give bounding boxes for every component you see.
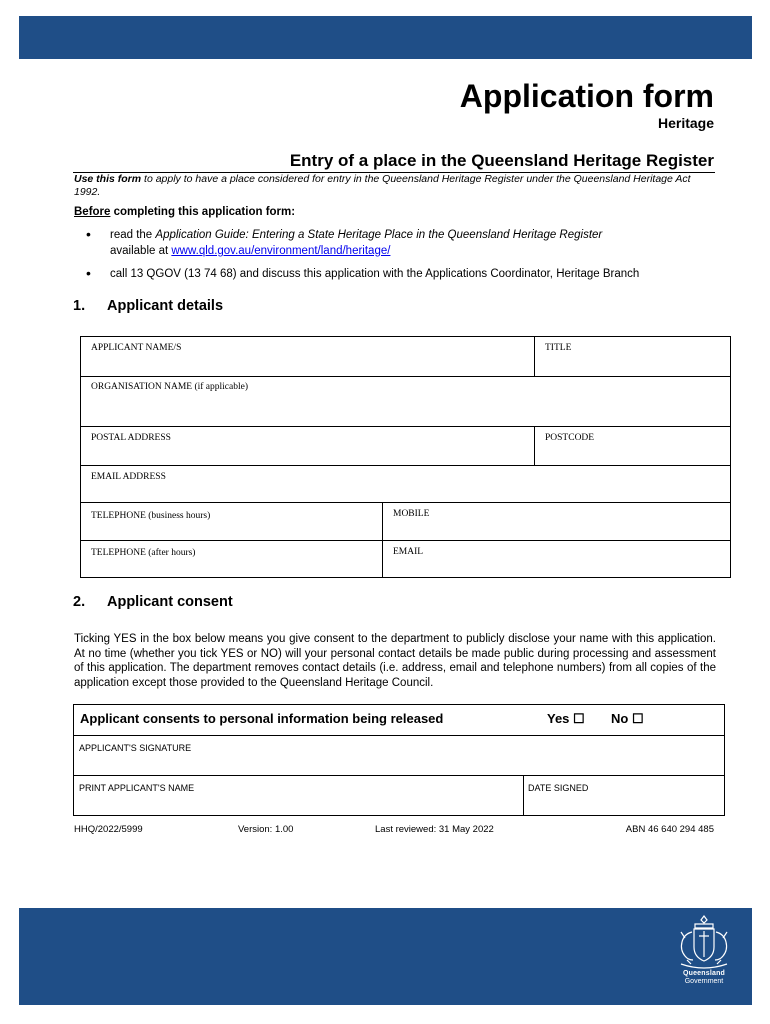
email-address-field[interactable] bbox=[81, 466, 730, 502]
row-divider bbox=[74, 775, 724, 776]
consent-paragraph: Ticking YES in the box below means you give consent to the department to publicly disclose your name with this application. At no time (whether you tick YES or NO) will your personal contact details be made public during processing and assessment of this application. The department removes contact details (i.e. address, email and telephone numbers) from all copies of the application except those provided to the Queensland Heritage Council. bbox=[74, 633, 716, 689]
field-label: EMAIL ADDRESS bbox=[91, 472, 166, 482]
applicant-details-table bbox=[80, 336, 731, 578]
field-label: MOBILE bbox=[393, 509, 430, 519]
bullet-icon: • bbox=[86, 226, 91, 242]
applicant-names-field[interactable] bbox=[81, 337, 534, 376]
field-label: APPLICANT NAME/S bbox=[91, 343, 182, 353]
heritage-link[interactable]: www.qld.gov.au/environment/land/heritage/ bbox=[171, 245, 391, 257]
postal-address-field[interactable] bbox=[81, 427, 534, 465]
email-field[interactable] bbox=[383, 541, 730, 577]
bullet-available: available at bbox=[110, 245, 172, 257]
organisation-field[interactable] bbox=[81, 377, 730, 426]
queensland-coat-of-arms-icon bbox=[673, 914, 735, 970]
row-divider bbox=[74, 735, 724, 736]
document-code: HHQ/2022/5999 bbox=[74, 824, 143, 835]
footer-band bbox=[19, 908, 752, 1005]
no-checkbox[interactable]: No ☐ bbox=[611, 711, 644, 726]
bullet-icon: • bbox=[86, 265, 91, 281]
field-label: EMAIL bbox=[393, 547, 424, 557]
field-label: TELEPHONE (after hours) bbox=[91, 548, 196, 558]
consent-header: Applicant consents to personal information being released bbox=[80, 711, 444, 726]
telephone-after-hours-field[interactable] bbox=[81, 541, 382, 577]
version-text: Version: 1.00 bbox=[238, 824, 294, 835]
page-subtitle: Heritage bbox=[657, 115, 714, 131]
intro-body: to apply to have a place considered for entry in the Queensland Heritage Register under the Queensland Heritage Act 1992. bbox=[74, 173, 691, 198]
section-number: 1. bbox=[73, 298, 86, 314]
mobile-field[interactable] bbox=[383, 503, 730, 540]
print-name-field[interactable]: PRINT APPLICANT'S NAME bbox=[79, 783, 195, 793]
postcode-field[interactable] bbox=[535, 427, 730, 465]
page-title: Application form bbox=[459, 78, 714, 114]
bullet-prefix: read the bbox=[110, 229, 156, 241]
logo-text-line2: Government bbox=[684, 978, 724, 985]
before-rest: completing this application form: bbox=[110, 206, 296, 218]
field-label: TELEPHONE (business hours) bbox=[91, 511, 211, 521]
before-word: Before bbox=[74, 206, 111, 218]
bullet-text: call 13 QGOV (13 74 68) and discuss this application with the Applications Coordinator, Heritage Branch bbox=[110, 268, 640, 280]
consent-table bbox=[73, 704, 725, 816]
field-label: ORGANISATION NAME (if applicable) bbox=[91, 382, 248, 392]
header-band bbox=[19, 16, 752, 59]
field-label: POSTCODE bbox=[545, 433, 595, 443]
abn-text: ABN 46 640 294 485 bbox=[625, 824, 714, 835]
telephone-business-field[interactable] bbox=[81, 503, 382, 540]
logo-text-line1: Queensland bbox=[682, 970, 726, 977]
yes-checkbox[interactable]: Yes ☐ bbox=[547, 711, 585, 726]
section-label: Applicant details bbox=[107, 298, 224, 314]
section-number: 2. bbox=[73, 594, 86, 610]
title-field[interactable] bbox=[535, 337, 730, 376]
form-title: Entry of a place in the Queensland Heritage Register bbox=[289, 151, 714, 170]
col-divider bbox=[523, 775, 524, 815]
signature-field[interactable]: APPLICANT'S SIGNATURE bbox=[79, 743, 192, 753]
last-reviewed-text: Last reviewed: 31 May 2022 bbox=[375, 824, 494, 835]
date-signed-field[interactable]: DATE SIGNED bbox=[528, 783, 589, 793]
section-label: Applicant consent bbox=[107, 594, 233, 610]
field-label: POSTAL ADDRESS bbox=[91, 433, 171, 443]
guide-title: Application Guide: Entering a State Heritage Place in the Queensland Heritage Register bbox=[155, 229, 603, 241]
field-label: TITLE bbox=[545, 343, 572, 353]
before-heading bbox=[74, 206, 295, 218]
queensland-government-logo bbox=[664, 914, 744, 996]
intro-lead: Use this form bbox=[74, 173, 142, 185]
intro-text bbox=[74, 173, 714, 199]
